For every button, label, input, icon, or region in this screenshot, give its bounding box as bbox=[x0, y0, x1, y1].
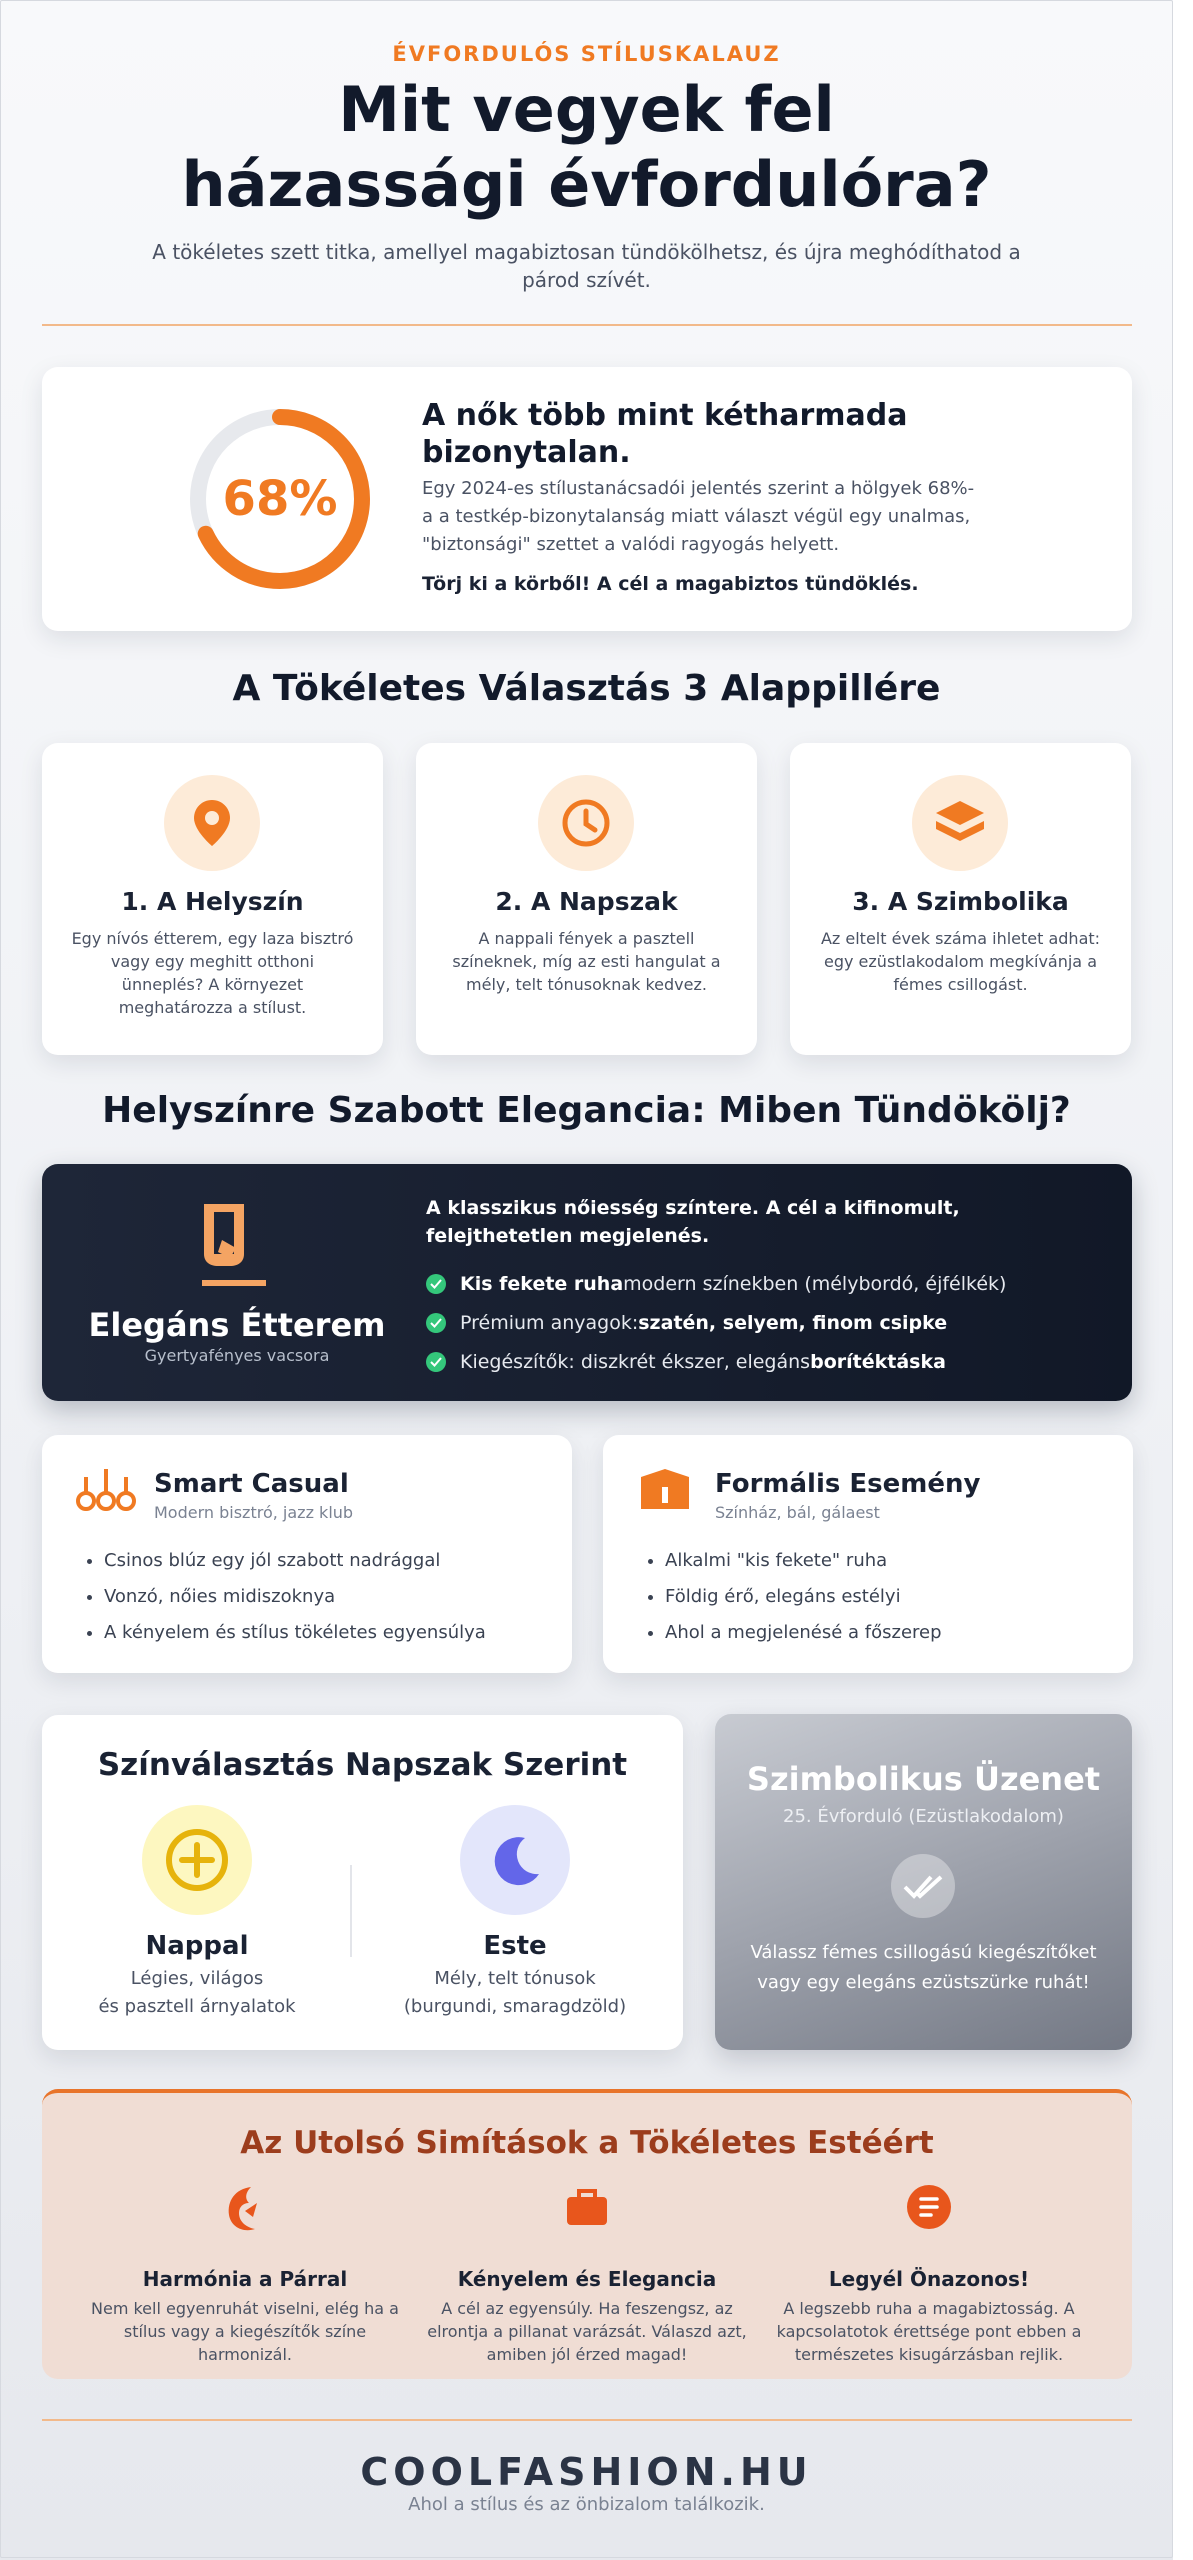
symbolic-text: Válassz fémes csillogású kiegészítőket vagy egy elegáns ezüstszürke ruhát! bbox=[750, 1942, 1097, 1993]
pillar-text: A nappali fények a pasztell színeknek, míg az esti hangulat a mély, telt tónusoknak kedvez. bbox=[452, 929, 721, 994]
pillar-title: 3. A Szimbolika bbox=[852, 887, 1069, 916]
pillar-card-time bbox=[416, 743, 757, 1055]
header-kicker: ÉVFORDULÓS STÍLUSKALAUZ bbox=[392, 42, 781, 66]
stat-text: Egy 2024-es stílustanácsadói jelentés szerint a hölgyek 68%-a a testkép-bizonytalanság miatt választ végül egy unalmas, "biztonsági" szettet a valódi ragyogás helyett. bbox=[422, 478, 975, 555]
header-divider bbox=[42, 324, 1132, 326]
map-pin-icon bbox=[164, 775, 260, 871]
harmony-icon bbox=[221, 2183, 269, 2239]
formal-title: Formális Esemény bbox=[715, 1469, 981, 1499]
clock-icon bbox=[538, 775, 634, 871]
pillar-title: 2. A Napszak bbox=[495, 887, 678, 916]
pillars-title: A Tökéletes Választás 3 Alappillére bbox=[232, 668, 941, 709]
list-item: • Csinos blúz egy jól szabott nadrággal bbox=[104, 1543, 554, 1579]
night-label: Este bbox=[483, 1931, 547, 1961]
pillar-card-symbolism bbox=[790, 743, 1131, 1055]
pillar-card-venue bbox=[42, 743, 383, 1055]
pillar-title: 1. A Helyszín bbox=[121, 887, 304, 916]
finishing-title: Az Utolsó Simítások a Tökéletes Estéért bbox=[240, 2125, 934, 2161]
finishing-item-text: Nem kell egyenruhát viselni, elég ha a stílus vagy a kiegészítők színe harmonizál. bbox=[91, 2299, 399, 2364]
theater-icon bbox=[637, 1467, 693, 1517]
title-line-1: Mit vegyek fel bbox=[338, 73, 835, 146]
page-edge bbox=[1173, 0, 1193, 2560]
sun-icon bbox=[142, 1805, 252, 1915]
casual-subtitle: Modern bisztró, jazz klub bbox=[154, 1503, 354, 1522]
colors-card bbox=[42, 1715, 683, 2050]
day-label: Nappal bbox=[145, 1931, 249, 1961]
stat-card bbox=[42, 367, 1132, 631]
restaurant-lead: A klasszikus nőiesség színtere. A cél a kifinomult, felejthetetlen megjelenés. bbox=[426, 1197, 960, 1247]
page-subtitle: A tökéletes szett titka, amellyel magabiztosan tündökölhetsz, és újra meghódíthatod a párod szívét. bbox=[152, 240, 1021, 292]
night-description: Mély, telt tónusok (burgundi, smaragdzöld) bbox=[403, 1968, 627, 2017]
formal-card bbox=[603, 1435, 1133, 1673]
brand-logo: COOLFASHION.HU bbox=[360, 2450, 813, 2494]
finishing-section bbox=[42, 2089, 1132, 2379]
day-description: Légies, világos és pasztell árnyalatok bbox=[98, 1968, 296, 2017]
layers-icon bbox=[912, 775, 1008, 871]
music-icon bbox=[76, 1467, 136, 1517]
list-item: • Vonzó, nőies midiszoknya bbox=[104, 1579, 554, 1615]
finishing-item-title: Kényelem és Elegancia bbox=[457, 2267, 717, 2291]
champagne-icon bbox=[192, 1200, 276, 1296]
double-check-icon bbox=[891, 1854, 955, 1918]
restaurant-list bbox=[426, 1264, 1006, 1381]
venue-title: Helyszínre Szabott Elegancia: Miben Tündökölj? bbox=[102, 1090, 1071, 1131]
page-title bbox=[0, 72, 1173, 222]
briefcase-icon bbox=[563, 2183, 611, 2235]
restaurant-card bbox=[42, 1164, 1132, 1401]
casual-list bbox=[104, 1543, 554, 1651]
finishing-item-title: Harmónia a Párral bbox=[142, 2267, 348, 2291]
symbolic-title: Szimbolikus Üzenet bbox=[746, 1760, 1101, 1798]
brand-tagline: Ahol a stílus és az önbizalom találkozik. bbox=[408, 2494, 765, 2515]
list-item: Kiegészítők: diszkrét ékszer, elegáns borítéktáska bbox=[426, 1342, 1006, 1381]
colors-title: Színválasztás Napszak Szerint bbox=[97, 1747, 628, 1783]
colors-divider bbox=[350, 1865, 352, 1957]
pillar-text: Az eltelt évek száma ihletet adhat: egy ezüstlakodalom megkívánja a fémes csillogást. bbox=[820, 929, 1101, 994]
finishing-item-text: A legszebb ruha a magabiztosság. A kapcsolatotok érettsége pont ebben a természetes kisugárzásban rejlik. bbox=[776, 2299, 1082, 2364]
restaurant-title: Elegáns Étterem bbox=[88, 1306, 386, 1344]
finishing-item-title: Legyél Önazonos! bbox=[828, 2267, 1030, 2291]
smart-casual-card bbox=[42, 1435, 572, 1673]
check-icon bbox=[426, 1274, 446, 1294]
casual-title: Smart Casual bbox=[154, 1469, 349, 1499]
stat-value: 68% bbox=[222, 471, 338, 527]
finishing-item-text: A cél az egyensúly. Ha feszengsz, az elrontja a pillanat varázsát. Válaszd azt, amiben jól érzed magad! bbox=[427, 2299, 747, 2364]
footer-divider bbox=[42, 2419, 1132, 2421]
stat-callout: Törj ki a körből! A cél a magabiztos tündöklés. bbox=[422, 573, 919, 595]
moon-icon bbox=[460, 1805, 570, 1915]
title-line-2: házassági évfordulóra? bbox=[181, 148, 992, 221]
symbolic-subtitle: 25. Évforduló (Ezüstlakodalom) bbox=[783, 1806, 1064, 1827]
restaurant-subtitle: Gyertyafényes vacsora bbox=[144, 1346, 330, 1365]
list-item: • Alkalmi "kis fekete" ruha bbox=[665, 1543, 1115, 1579]
list-item: • A kényelem és stílus tökéletes egyensúlya bbox=[104, 1615, 554, 1651]
check-icon bbox=[426, 1352, 446, 1372]
list-item: Prémium anyagok: szatén, selyem, finom csipke bbox=[426, 1303, 1006, 1342]
formal-subtitle: Színház, bál, gálaest bbox=[715, 1503, 880, 1522]
list-item: Kis fekete ruha modern színekben (mélybordó, éjfélkék) bbox=[426, 1264, 1006, 1303]
check-icon bbox=[426, 1313, 446, 1333]
stat-heading: A nők több mint kétharmada bizonytalan. bbox=[422, 398, 908, 470]
document-icon bbox=[905, 2183, 953, 2235]
pillar-text: Egy nívós étterem, egy laza bisztró vagy egy meghitt otthoni ünneplés? A környezet meghatározza a stílust. bbox=[71, 929, 354, 1017]
formal-list bbox=[665, 1543, 1115, 1651]
symbolic-card bbox=[715, 1714, 1132, 2050]
list-item: • Ahol a megjelenésé a főszerep bbox=[665, 1615, 1115, 1651]
list-item: • Földig érő, elegáns estélyi bbox=[665, 1579, 1115, 1615]
